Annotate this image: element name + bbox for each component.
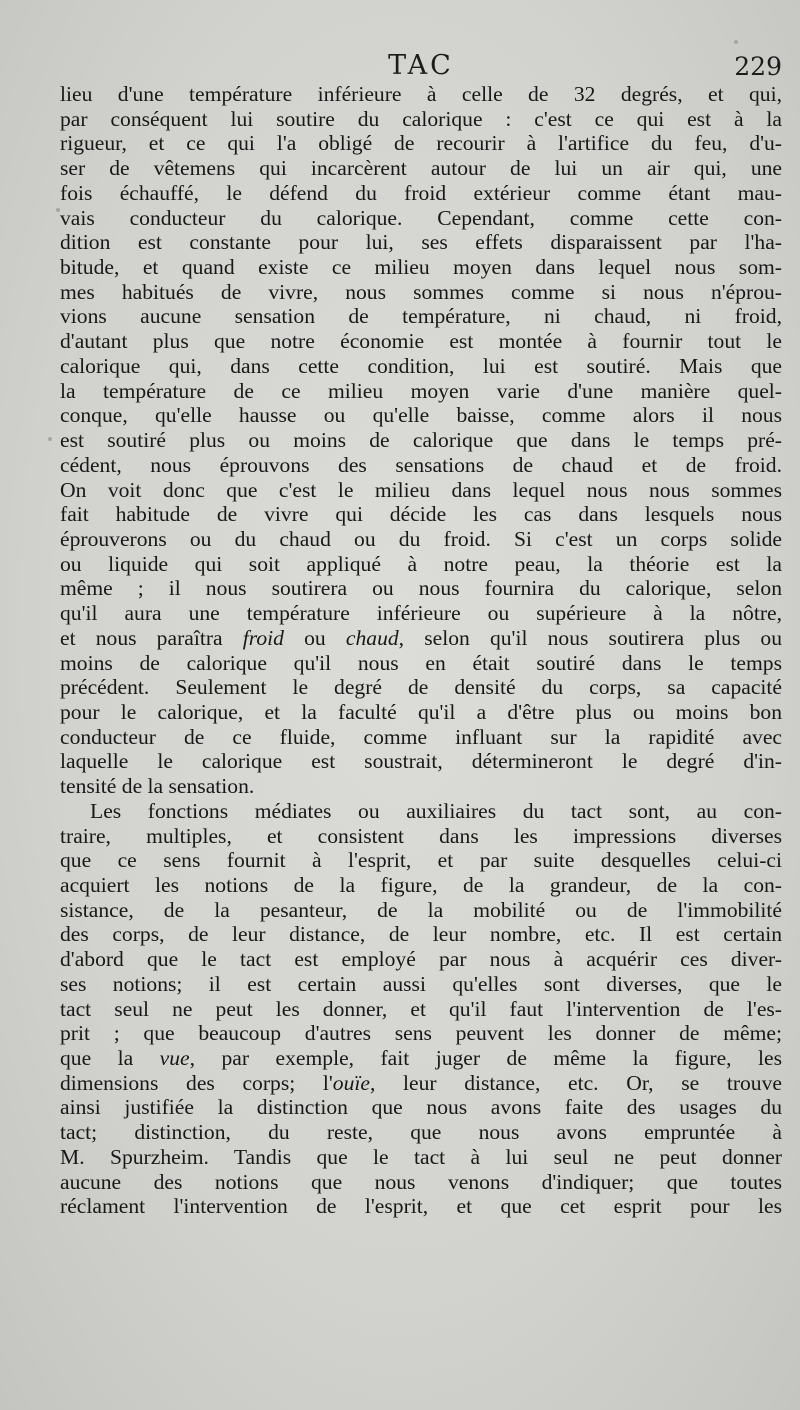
- text-line: traire, multiples, et consistent dans les impressions diverses: [60, 823, 782, 848]
- paragraph-1-continued: [60, 651, 782, 799]
- text-line: conducteur de ce fluide, comme influant sur la rapidité avec: [60, 724, 782, 749]
- italic-word-froid: froid: [242, 625, 284, 650]
- italic-word-chaud: chaud: [345, 625, 399, 650]
- text-line: rigueur, et ce qui l'a obligé de recourir à l'artifice du feu, d'u-: [60, 131, 782, 156]
- text-line: des corps, de leur distance, de leur nombre, etc. Il est certain: [60, 922, 782, 947]
- text-line: ser de vêtemens qui incarcèrent autour de lui un air qui, une: [60, 156, 782, 181]
- text-line: vais conducteur du calorique. Cependant, comme cette con-: [60, 205, 782, 230]
- paragraph-1: [60, 82, 782, 626]
- text-line: que la vue, par exemple, fait juger de même la figure, les: [60, 1046, 782, 1071]
- text-line: éprouverons ou du chaud ou du froid. Si c'est un corps solide: [60, 526, 782, 551]
- page-number: 229: [734, 52, 782, 81]
- text-line: d'autant plus que notre économie est montée à fournir tout le: [60, 329, 782, 354]
- text-line: ses notions; il est certain aussi qu'elles sont diverses, que le: [60, 971, 782, 996]
- text-line: M. Spurzheim. Tandis que le tact à lui seul ne peut donner: [60, 1144, 782, 1169]
- text-line: que ce sens fournit à l'esprit, et par suite desquelles celui-ci: [60, 848, 782, 873]
- text-line: réclament l'intervention de l'esprit, et que cet esprit pour les: [60, 1194, 782, 1219]
- text-line: par conséquent lui soutire du calorique : c'est ce qui est à la: [60, 106, 782, 131]
- text-line: ou liquide qui soit appliqué à notre peau, la théorie est la: [60, 551, 782, 576]
- text-line: mes habitués de vivre, nous sommes comme si nous n'éprou-: [60, 279, 782, 304]
- text-line: dition est constante pour lui, ses effets disparaissent par l'ha-: [60, 230, 782, 255]
- text-line: On voit donc que c'est le milieu dans lequel nous nous sommes: [60, 477, 782, 502]
- text-line: précédent. Seulement le degré de densité du corps, sa capacité: [60, 675, 782, 700]
- text-line: d'abord que le tact est employé par nous à acquérir ces diver-: [60, 947, 782, 972]
- text-line: prit ; que beaucoup d'autres sens peuvent les donner de même;: [60, 1021, 782, 1046]
- text-line: est soutiré plus ou moins de calorique que dans le temps pré-: [60, 428, 782, 453]
- paper-speck: [48, 437, 52, 441]
- paper-speck: [56, 208, 60, 212]
- text-line: tact; distinction, du reste, que nous avons empruntée à: [60, 1120, 782, 1145]
- text-line: ainsi justifiée la distinction que nous avons faite des usages du: [60, 1095, 782, 1120]
- text-line: pour le calorique, et la faculté qu'il a d'être plus ou moins bon: [60, 699, 782, 724]
- text-line: la température de ce milieu moyen varie d'une manière quel-: [60, 378, 782, 403]
- text-line: bitude, et quand existe ce milieu moyen dans lequel nous som-: [60, 255, 782, 280]
- body-text: [60, 82, 782, 1219]
- italic-word-vue: vue: [159, 1046, 190, 1071]
- text-line: fois échauffé, le défend du froid extérieur comme étant mau-: [60, 180, 782, 205]
- paragraph-2-continued: [60, 1095, 782, 1219]
- text-line: laquelle le calorique est soustrait, détermineront le degré d'in-: [60, 749, 782, 774]
- text-line: qu'il aura une température inférieure ou supérieure à la nôtre,: [60, 601, 782, 626]
- text-line: sistance, de la pesanteur, de la mobilité ou de l'immobilité: [60, 897, 782, 922]
- text-line: dimensions des corps; l'ouïe, leur distance, etc. Or, se trouve: [60, 1070, 782, 1095]
- text-line: conque, qu'elle hausse ou qu'elle baisse, comme alors il nous: [60, 403, 782, 428]
- text-line: et nous paraîtra froid ou chaud, selon qu'il nous soutirera plus ou: [60, 625, 782, 650]
- running-head: TAC: [388, 50, 454, 81]
- text-line: tensité de la sensation.: [60, 774, 255, 799]
- paragraph-2: [60, 799, 782, 1046]
- text-line: acquiert les notions de la figure, de la grandeur, de la con-: [60, 873, 782, 897]
- text-line: Les fonctions médiates ou auxiliaires du tact sont, au con-: [90, 798, 782, 823]
- text-line: même ; il nous soutirera ou nous fournira du calorique, selon: [60, 576, 782, 601]
- italic-word-ouie: ouïe: [332, 1070, 370, 1095]
- paper-speck: [734, 40, 738, 44]
- text-line: moins de calorique qu'il nous en était soutiré dans le temps: [60, 650, 782, 675]
- text-line: aucune des notions que nous venons d'indiquer; que toutes: [60, 1169, 782, 1194]
- text-line: tact seul ne peut les donner, et qu'il faut l'intervention de l'es-: [60, 996, 782, 1021]
- text-line: lieu d'une température inférieure à celle de 32 degrés, et qui,: [60, 82, 782, 106]
- page-header: [60, 44, 782, 84]
- text-line: vions aucune sensation de température, ni chaud, ni froid,: [60, 304, 782, 329]
- text-line: cédent, nous éprouvons des sensations de chaud et de froid.: [60, 452, 782, 477]
- text-line: fait habitude de vivre qui décide les cas dans lesquels nous: [60, 502, 782, 527]
- text-line: calorique qui, dans cette condition, lui est soutiré. Mais que: [60, 353, 782, 378]
